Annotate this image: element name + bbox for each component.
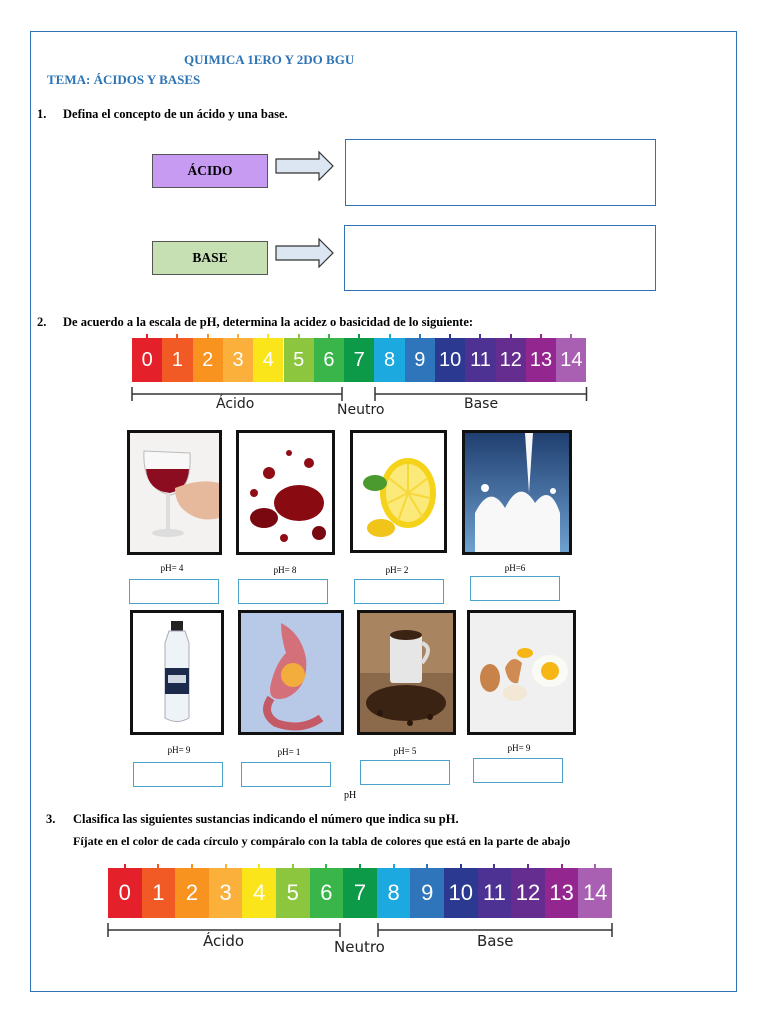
ph-value-stomach: pH= 1 <box>277 747 301 757</box>
ph-swatch-12: 12 <box>511 868 545 918</box>
question-1-number: 1. <box>37 107 47 121</box>
question-3-number: 3. <box>46 812 56 826</box>
ph-tick-1 <box>157 864 159 870</box>
ph-range-brackets <box>106 920 614 940</box>
ph-swatch-9: 9 <box>410 868 444 918</box>
ph-swatch-11: 11 <box>478 868 512 918</box>
ph-value-coffee: pH= 5 <box>393 746 417 756</box>
ph-swatch-2: 2 <box>193 338 223 382</box>
ph-tick-11 <box>493 864 495 870</box>
ph-tick-4 <box>267 334 269 340</box>
ph-swatch-5: 5 <box>276 868 310 918</box>
neutral-label: Neutro <box>337 402 385 418</box>
ph-tick-7 <box>359 864 361 870</box>
ph-swatch-9: 9 <box>405 338 435 382</box>
acid-range-label: Ácido <box>203 932 245 950</box>
ph-value-lemon: pH= 2 <box>385 565 409 575</box>
base-range-label: Base <box>464 396 499 412</box>
stomach-image <box>238 610 344 735</box>
ph-swatch-3: 3 <box>209 868 243 918</box>
ph-tick-2 <box>207 334 209 340</box>
answer-box-water[interactable] <box>133 762 223 787</box>
ph-tick-3 <box>237 334 239 340</box>
acid-range-label: Ácido <box>216 396 255 412</box>
base-definition-input[interactable] <box>344 225 656 291</box>
topic-title: TEMA: ÁCIDOS Y BASES <box>47 72 201 87</box>
base-range-label: Base <box>477 932 514 950</box>
question-1-text: Defina el concepto de un ácido y una base. <box>63 107 288 121</box>
ph-tick-7 <box>358 334 360 340</box>
ph-value-wine: pH= 4 <box>160 563 184 573</box>
ph-tick-4 <box>258 864 260 870</box>
blood-image <box>236 430 335 555</box>
eggs-image <box>467 610 576 735</box>
answer-box-coffee[interactable] <box>360 760 450 785</box>
ph-swatch-7: 7 <box>343 868 377 918</box>
ph-swatch-1: 1 <box>162 338 192 382</box>
ph-tick-11 <box>479 334 481 340</box>
ph-swatch-5: 5 <box>284 338 314 382</box>
ph-tick-5 <box>292 864 294 870</box>
coffee-image <box>357 610 456 735</box>
ph-tick-6 <box>328 334 330 340</box>
ph-tick-0 <box>124 864 126 870</box>
ph-tick-3 <box>225 864 227 870</box>
ph-tick-5 <box>298 334 300 340</box>
ph-swatch-11: 11 <box>465 338 495 382</box>
ph-swatch-3: 3 <box>223 338 253 382</box>
ph-value-water: pH= 9 <box>167 745 191 755</box>
question-3-text: Clasifica las siguientes sustancias indicando el número que indica su pH. <box>73 812 459 826</box>
ph-value-blood: pH= 8 <box>273 565 297 575</box>
ph-swatch-10: 10 <box>435 338 465 382</box>
ph-tick-8 <box>393 864 395 870</box>
question-3-subtext: Fíjate en el color de cada círculo y compáralo con la tabla de colores que está en la parte de abajo <box>73 834 571 848</box>
ph-tick-8 <box>389 334 391 340</box>
ph-swatch-8: 8 <box>374 338 404 382</box>
ph-tick-10 <box>460 864 462 870</box>
ph-range-brackets <box>130 384 589 404</box>
ph-swatch-14: 14 <box>578 868 612 918</box>
answer-box-milk[interactable] <box>470 576 560 601</box>
ph-swatch-1: 1 <box>142 868 176 918</box>
acid-arrow-icon <box>275 151 335 181</box>
ph-tick-13 <box>561 864 563 870</box>
water-bottle-image <box>130 610 224 735</box>
ph-swatch-13: 13 <box>545 868 579 918</box>
ph-value-eggs: pH= 9 <box>507 743 531 753</box>
acid-definition-input[interactable] <box>345 139 656 206</box>
ph-tick-13 <box>540 334 542 340</box>
course-title: QUIMICA 1ERO Y 2DO BGU <box>184 52 355 67</box>
ph-swatch-0: 0 <box>108 868 142 918</box>
ph-tick-9 <box>419 334 421 340</box>
question-2-number: 2. <box>37 315 47 329</box>
ph-tick-12 <box>510 334 512 340</box>
neutral-label: Neutro <box>334 938 385 956</box>
ph-swatch-6: 6 <box>314 338 344 382</box>
base-arrow-icon <box>275 238 335 268</box>
acid-label-box: ÁCIDO <box>152 154 268 188</box>
ph-swatch-6: 6 <box>310 868 344 918</box>
question-2-text: De acuerdo a la escala de pH, determina la acidez o basicidad de lo siguiente: <box>63 315 474 329</box>
answer-box-stomach[interactable] <box>241 762 331 787</box>
ph-swatch-2: 2 <box>175 868 209 918</box>
ph-swatch-13: 13 <box>526 338 556 382</box>
ph-swatch-7: 7 <box>344 338 374 382</box>
ph-swatch-10: 10 <box>444 868 478 918</box>
ph-swatch-8: 8 <box>377 868 411 918</box>
ph-tick-1 <box>176 334 178 340</box>
milk-image <box>462 430 572 555</box>
ph-tick-12 <box>527 864 529 870</box>
answer-box-eggs[interactable] <box>473 758 563 783</box>
ph-tick-6 <box>325 864 327 870</box>
ph-tick-9 <box>426 864 428 870</box>
answer-box-blood[interactable] <box>238 579 328 604</box>
lemon-image <box>350 430 447 553</box>
ph-tick-14 <box>594 864 596 870</box>
ph-scale-top <box>132 338 587 418</box>
ph-scale-bottom <box>108 868 613 958</box>
ph-swatch-4: 4 <box>253 338 283 382</box>
ph-value-milk: pH=6 <box>504 563 526 573</box>
wine-glass-image <box>127 430 222 555</box>
ph-tick-10 <box>449 334 451 340</box>
ph-caption: pH <box>344 790 357 801</box>
ph-swatch-0: 0 <box>132 338 162 382</box>
ph-swatch-12: 12 <box>496 338 526 382</box>
ph-tick-0 <box>146 334 148 340</box>
answer-box-lemon[interactable] <box>354 579 444 604</box>
answer-box-wine[interactable] <box>129 579 219 604</box>
ph-swatch-14: 14 <box>556 338 586 382</box>
base-label-box: BASE <box>152 241 268 275</box>
ph-tick-14 <box>570 334 572 340</box>
ph-tick-2 <box>191 864 193 870</box>
ph-swatch-4: 4 <box>242 868 276 918</box>
